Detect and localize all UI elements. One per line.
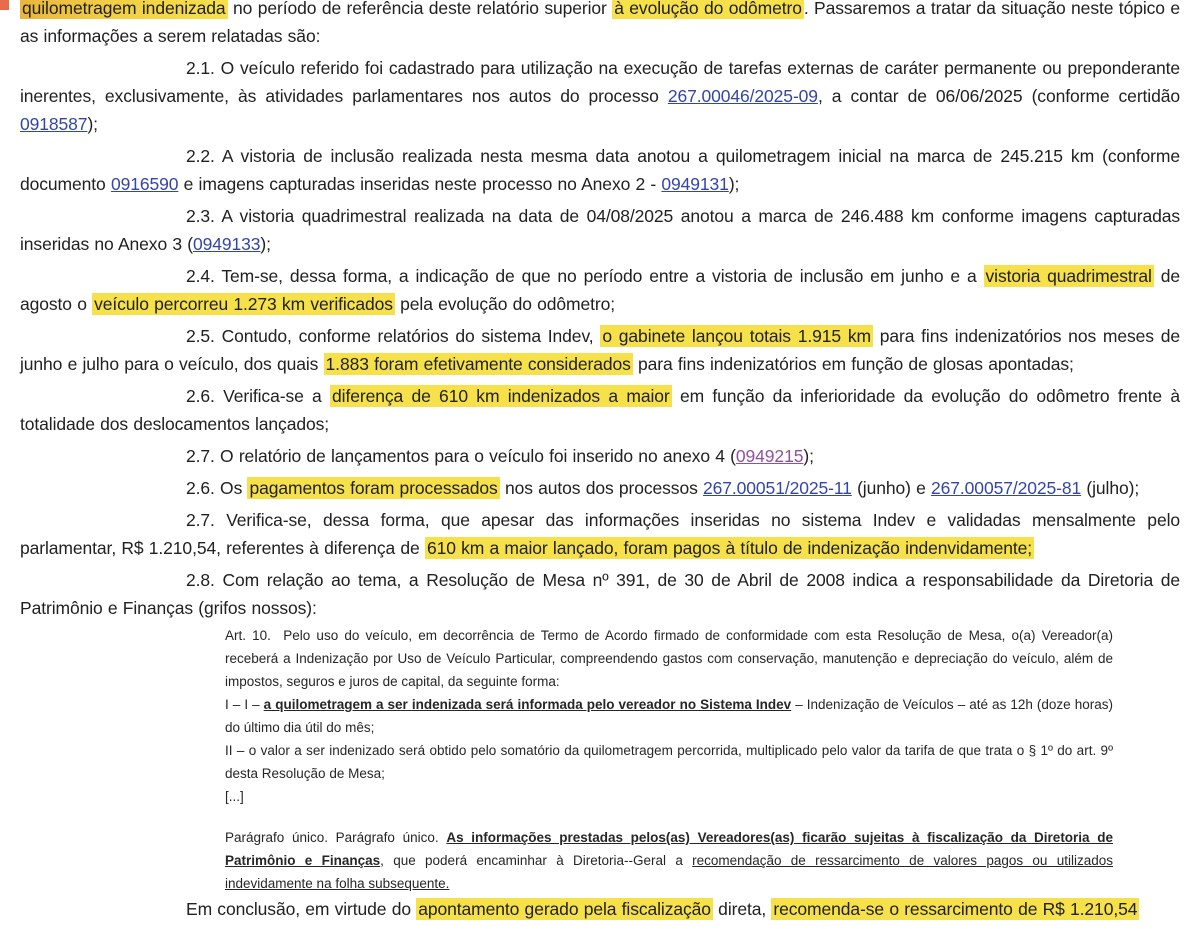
bold-underline-text: As informações prestadas pelos(as) Vereadores(as) ficarão sujeitas à fiscalização da Diretoria de Patrimônio e Finanças: [225, 830, 1113, 868]
highlighted-text: veículo percorreu 1.273 km verificados: [94, 294, 393, 314]
document-link[interactable]: 0949131: [661, 174, 729, 194]
bold-underline-text: a quilometragem a ser indenizada será informada pelo vereador no Sistema Indev: [263, 697, 792, 712]
quote-inciso-i: [225, 693, 1113, 739]
document-link[interactable]: 0918587: [20, 114, 88, 134]
text-run: nos autos dos processos: [499, 478, 703, 498]
text-run: 2.8. Com relação ao tema, a Resolução de Mesa nº 391, de 30 de Abril de 2008 indica a responsabilidade da Diretoria de Patrimônio e Finanças (grifos nossos):: [20, 570, 1180, 618]
text-run: 2.4. Tem-se, dessa forma, a indicação de que no período entre a vistoria de inclusão em junho e a: [186, 266, 984, 286]
text-run: 2.5. Contudo, conforme relatórios do sistema Indev,: [186, 326, 601, 346]
text-run: 2.6. Verifica-se a: [186, 386, 331, 406]
text-run: );: [728, 174, 740, 194]
conclusion-paragraph: [20, 895, 1180, 923]
highlighted-text: 1.883 foram efetivamente considerados: [325, 354, 631, 374]
text-run: );: [260, 234, 271, 254]
paragraph-2-4: [20, 262, 1180, 318]
text-run: 2.7. Verifica-se, dessa forma, que apesar das informações inseridas no sistema Indev e validadas mensalmente pelo parlamentar, R$ 1.210,54, referentes à diferença de: [20, 510, 1180, 558]
paragraph-2-1: [20, 54, 1180, 138]
quote-art-10: [225, 624, 1113, 693]
text-run: , a contar de 06/06/2025 (conforme certidão: [817, 86, 1180, 106]
text-run: , que poderá encaminhar à Diretoria--Geral a: [380, 853, 693, 868]
highlighted-text-amber: quilometragem indenizada: [20, 0, 228, 19]
quote-paragrafo-unico: [225, 826, 1113, 895]
text-run: para fins indenizatórios nos meses de junho e julho para o veículo, dos quais: [20, 326, 1181, 374]
text-run: 2.1. O veículo referido foi cadastrado para utilização na execução de tarefas externas de caráter permanente ou preponderante inerentes, exclusivamente, às atividades parlamentares nos autos do processo: [20, 58, 1180, 106]
text-run: pela evolução do odômetro;: [394, 294, 616, 314]
text-run: em função da inferioridade da evolução do odômetro frente à totalidade dos deslocamentos lançados;: [20, 386, 1180, 434]
paragraph-2-7-anexo: [20, 442, 1180, 470]
text-run: Em conclusão, em virtude do: [186, 899, 417, 919]
document-link[interactable]: 0916590: [110, 174, 179, 194]
text-run: II – o valor a ser indenizado será obtido pelo somatório da quilometragem percorrida, multiplicado pelo valor da tarifa de que trata o § 1º do art. 9º desta Resolução de Mesa;: [225, 743, 1113, 781]
text-run: de agosto o: [20, 266, 1181, 314]
document-link[interactable]: 267.00051/2025-11: [703, 478, 852, 498]
document-link[interactable]: 0949215: [735, 446, 804, 466]
paragraph-2-7-verifica: [20, 506, 1180, 562]
quote-ellipsis: [225, 785, 1113, 808]
text-run: direta,: [712, 899, 772, 919]
text-run: 2.7. O relatório de lançamentos para o veículo foi inserido no anexo 4 (: [186, 446, 736, 466]
text-run: (julho);: [1081, 478, 1140, 498]
highlighted-text: pagamentos foram processados: [249, 478, 498, 498]
underline-text: recomendação de ressarcimento de valores pagos ou utilizados indevidamente na folha subsequente.: [225, 853, 1114, 891]
paragraph-2-2: [20, 142, 1180, 198]
paragraph-2-5: [20, 322, 1180, 378]
text-run: 2.2. A vistoria de inclusão realizada nesta mesma data anotou a quilometragem inicial na marca de 245.215 km (conforme documento: [20, 146, 1180, 194]
document-link[interactable]: 0949133: [192, 234, 261, 254]
intro-paragraph: [20, 0, 1180, 50]
text-run: para fins indenizatórios em função de glosas apontadas;: [632, 354, 1074, 374]
highlighted-text: vistoria quadrimestral: [985, 266, 1152, 286]
highlighted-text: o gabinete lançou totais 1.915 km: [602, 326, 871, 346]
text-run: I – I –: [225, 697, 264, 712]
paragraph-2-6-pagamentos: [20, 474, 1180, 502]
highlighted-text: apontamento gerado pela fiscalização: [418, 899, 711, 919]
text-run: e imagens capturadas inseridas neste processo no Anexo 2 -: [178, 174, 662, 194]
text-run: – Indenização de Veículos – até as 12h (doze horas) do último dia útil do mês;: [225, 697, 1113, 735]
text-run: [...]: [225, 789, 244, 804]
document-link[interactable]: 267.00046/2025-09: [667, 86, 818, 106]
paragraph-2-6: [20, 382, 1180, 438]
paragraph-2-3: [20, 202, 1180, 258]
text-run: . Passaremos a tratar da situação neste tópico e as informações a serem relatadas são:: [20, 0, 1180, 46]
text-run: no período de referência deste relatório superior: [227, 0, 613, 18]
text-run: 2.3. A vistoria quadrimestral realizada na data de 04/08/2025 anotou a marca de 246.488 km conforme imagens capturadas inseridas no Anexo 3 (: [20, 206, 1180, 254]
text-run: (junho) e: [851, 478, 932, 498]
text-run: Parágrafo único. Parágrafo único.: [225, 830, 447, 845]
highlighted-text: à evolução do odômetro: [612, 0, 804, 19]
highlighted-text: diferença de 610 km indenizados a maior: [332, 386, 670, 406]
red-marker-stroke: [0, 0, 9, 10]
paragraph-2-8: [20, 566, 1180, 622]
text-run: Art. 10. Pelo uso do veículo, em decorrência de Termo de Acordo firmado de conformidade com esta Resolução de Mesa, o(a) Vereador(a) receberá a Indenização por Uso de Veículo Particular, compreendendo gastos com conservação, manutenção e depreciação do veículo, além de impostos, seguros e juros de capital, da seguinte forma:: [225, 628, 1113, 689]
text-run: 2.6. Os: [186, 478, 248, 498]
text-run: );: [803, 446, 814, 466]
highlighted-text: recomenda-se o ressarcimento de R$ 1.210,54: [773, 899, 1138, 919]
document-link[interactable]: 267.00057/2025-81: [931, 478, 1082, 498]
text-run: );: [87, 114, 98, 134]
quote-inciso-ii: [225, 739, 1113, 785]
highlighted-text: 610 km a maior lançado, foram pagos à título de indenização indenvidamente;: [426, 538, 1032, 558]
